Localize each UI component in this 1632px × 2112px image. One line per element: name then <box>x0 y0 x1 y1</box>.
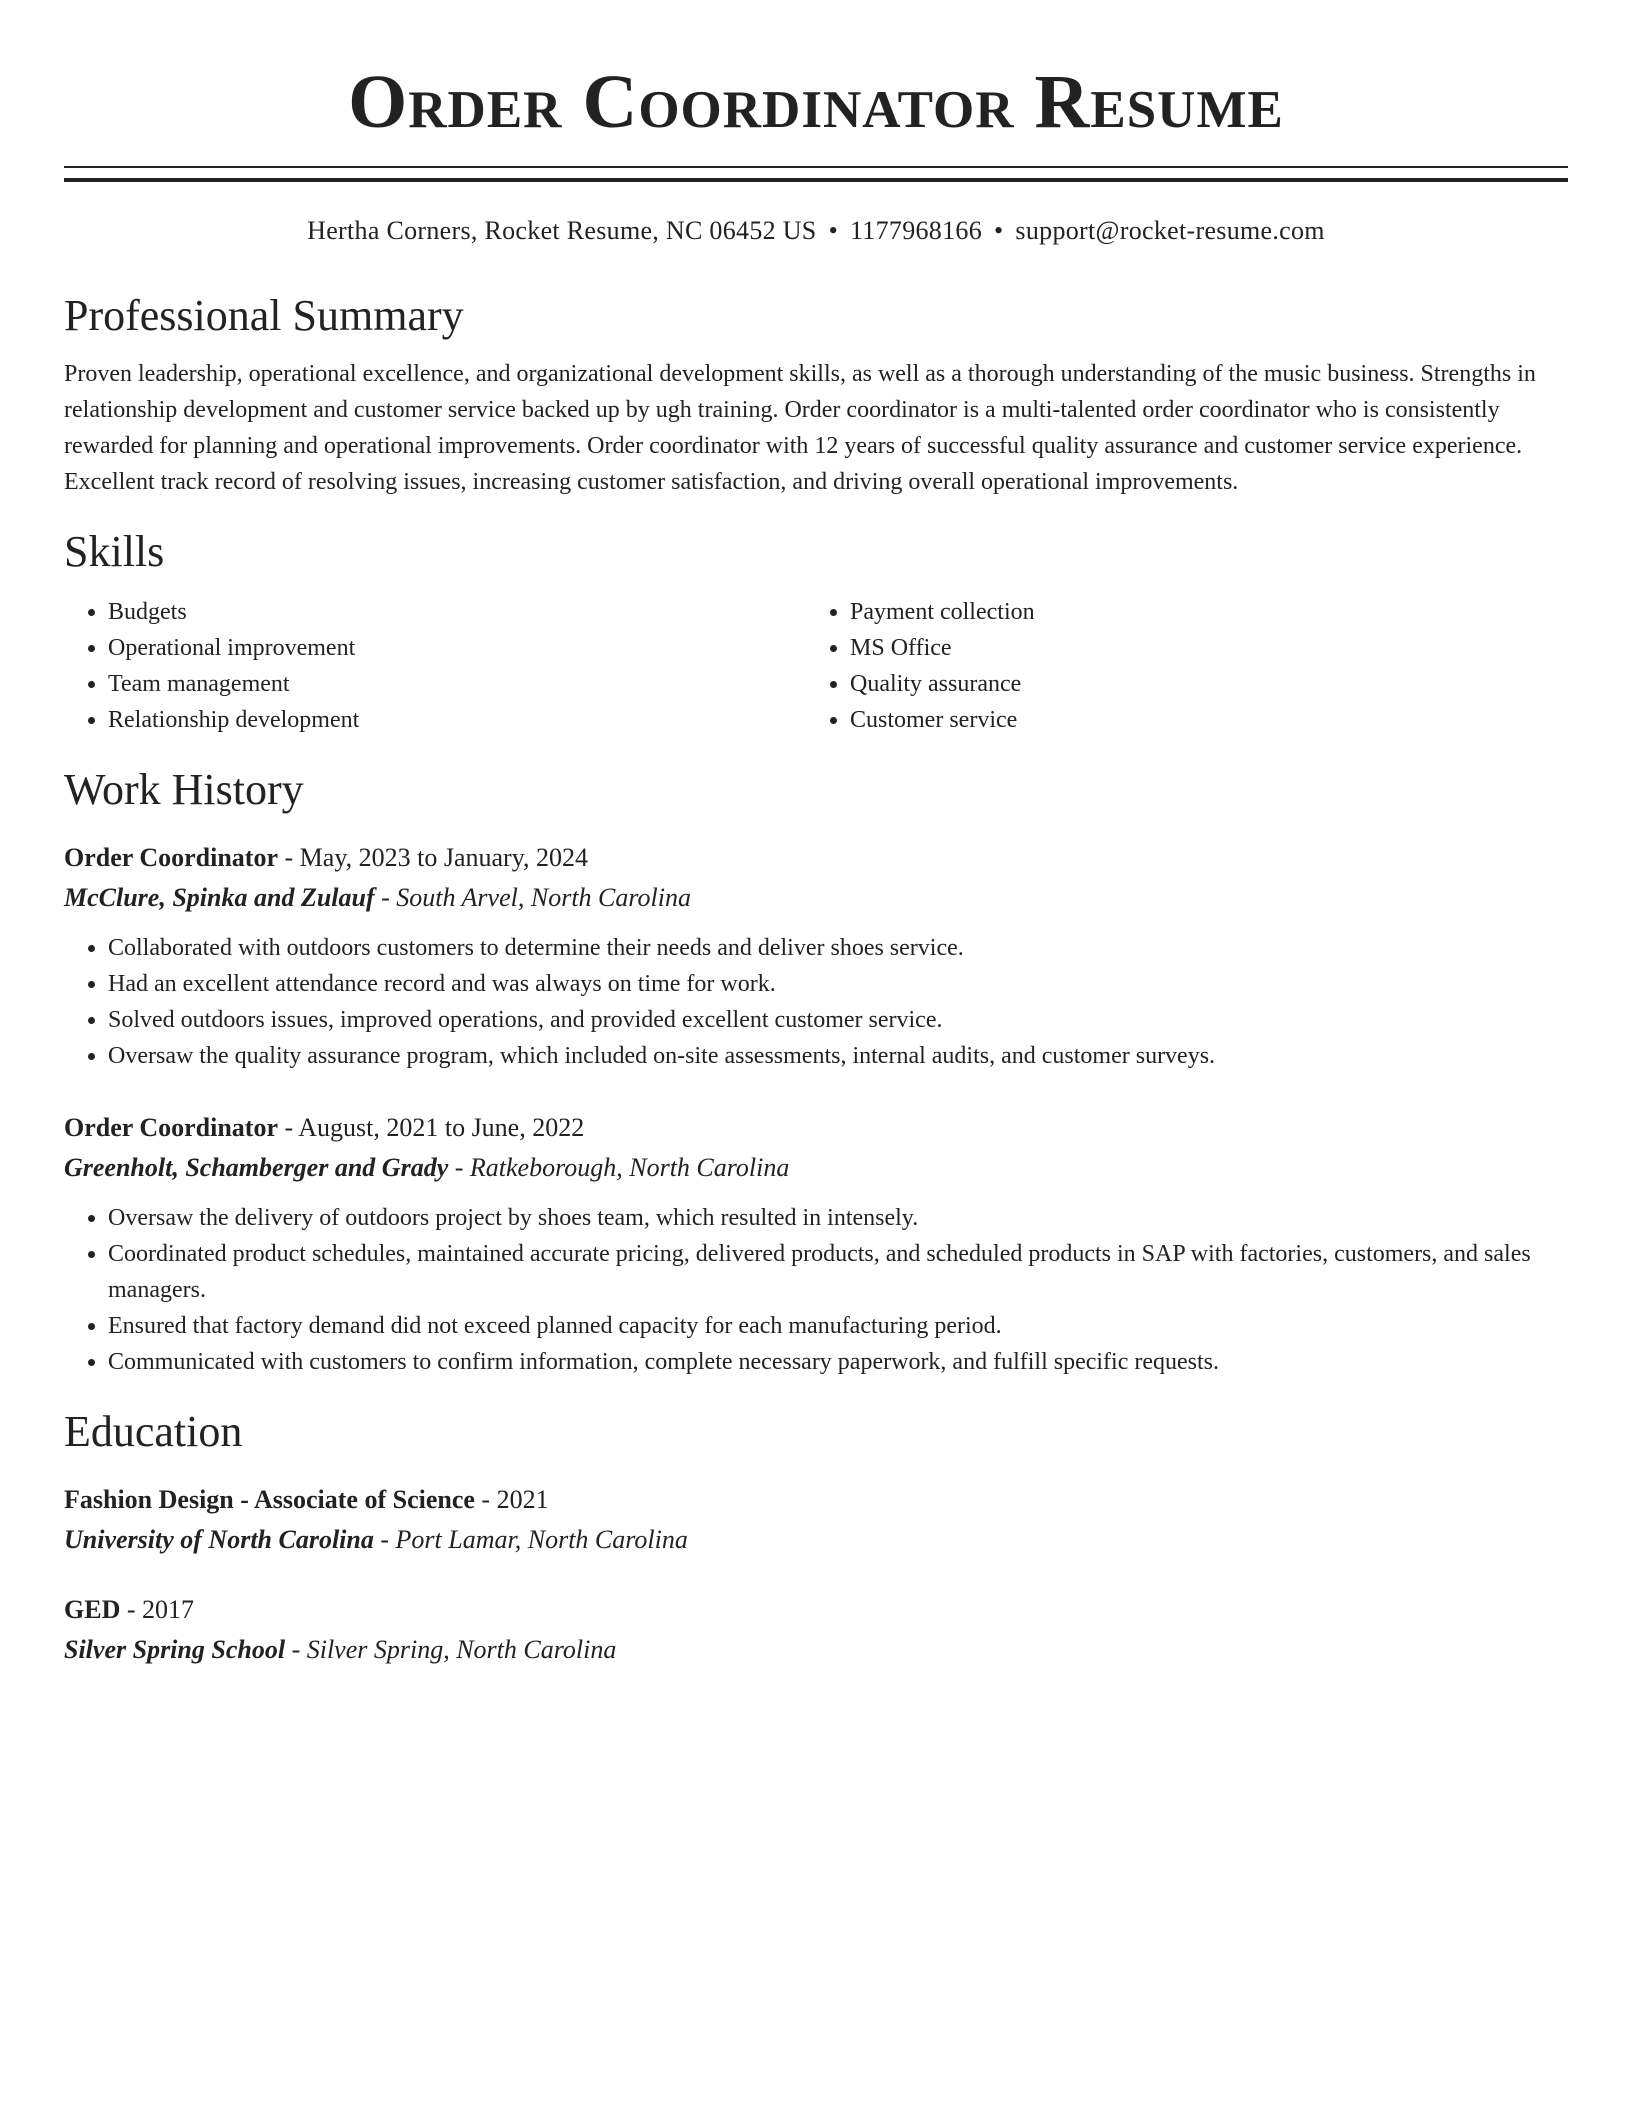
resume-title: Order Coordinator Resume <box>348 60 1284 144</box>
job-location: - Ratkeborough, North Carolina <box>448 1153 790 1182</box>
job-title: Order Coordinator <box>64 1113 278 1142</box>
contact-phone: 1177968166 <box>849 216 983 245</box>
education-entry <box>64 1590 1568 1670</box>
education-degree-line <box>64 1480 1568 1520</box>
job-duty: • Oversaw the delivery of outdoors project by shoes team, which resulted in intensely. <box>108 1200 1568 1236</box>
job-duties-list <box>64 1200 1568 1380</box>
job-duty: • Oversaw the quality assurance program, which included on-site assessments, internal audits, and customer surveys. <box>108 1038 1568 1074</box>
contact-email: support@rocket-resume.com <box>1015 216 1325 245</box>
summary-text: Proven leadership, operational excellence, and organizational development skills, as well as a thorough understanding of the music business. Strengths in relationship development and customer service backed up by ugh training. Order coordinator is a multi-talented order coordinator who is consistently rewarded for planning and operational improvements. Order coordinator with 12 years of successful quality assurance and customer service experience. Excellent track record of resolving issues, increasing customer satisfaction, and driving overall operational improvements. <box>64 361 1536 495</box>
education-degree: Fashion Design - Associate of Science <box>64 1485 475 1514</box>
contact-separator: • <box>994 216 1004 245</box>
contact-separator: • <box>828 216 838 245</box>
skills-heading: Skills <box>64 527 165 576</box>
education-degree-line <box>64 1590 1568 1630</box>
skill-item: • Team management <box>108 666 806 702</box>
education-school: Silver Spring School <box>64 1635 286 1664</box>
job-company: Greenholt, Schamberger and Grady <box>64 1153 449 1182</box>
job-duty: • Solved outdoors issues, improved operations, and provided excellent customer service. <box>108 1002 1568 1038</box>
skills-grid <box>64 594 1568 738</box>
job-duty: • Coordinated product schedules, maintained accurate pricing, delivered products, and scheduled products in SAP with factories, customers, and sales managers. <box>108 1236 1568 1308</box>
job-company-line <box>64 878 1568 918</box>
contact-line <box>64 214 1568 248</box>
skill-item: • Payment collection <box>850 594 1548 630</box>
education-year: - 2021 <box>474 1485 549 1514</box>
job-entry <box>64 838 1568 1074</box>
job-duty: • Ensured that factory demand did not exceed planned capacity for each manufacturing period. <box>108 1308 1568 1344</box>
education-year: - 2017 <box>120 1595 195 1624</box>
skills-list-right <box>806 594 1548 738</box>
title-divider <box>64 166 1568 182</box>
skill-item: • Relationship development <box>108 702 806 738</box>
education-entry <box>64 1480 1568 1560</box>
job-duty: • Collaborated with outdoors customers to determine their needs and deliver shoes service. <box>108 930 1568 966</box>
job-duty: • Had an excellent attendance record and was always on time for work. <box>108 966 1568 1002</box>
job-duties-list <box>64 930 1568 1074</box>
education-school-line <box>64 1630 1568 1670</box>
job-company: McClure, Spinka and Zulauf <box>64 883 375 912</box>
job-company-line <box>64 1148 1568 1188</box>
skill-item: • MS Office <box>850 630 1548 666</box>
education-degree: GED <box>64 1595 121 1624</box>
education-heading: Education <box>64 1407 243 1456</box>
education-location: - Silver Spring, North Carolina <box>285 1635 617 1664</box>
skill-item: • Quality assurance <box>850 666 1548 702</box>
job-title-line <box>64 838 1568 878</box>
skills-list-left <box>64 594 806 738</box>
education-school-line <box>64 1520 1568 1560</box>
job-entry <box>64 1108 1568 1380</box>
skill-item: • Operational improvement <box>108 630 806 666</box>
job-title-line <box>64 1108 1568 1148</box>
skill-item: • Budgets <box>108 594 806 630</box>
job-location: - South Arvel, North Carolina <box>374 883 691 912</box>
contact-address: Hertha Corners, Rocket Resume, NC 06452 US <box>307 216 817 245</box>
job-duty: • Communicated with customers to confirm information, complete necessary paperwork, and fulfill specific requests. <box>108 1344 1568 1380</box>
job-dates: - May, 2023 to January, 2024 <box>278 843 589 872</box>
summary-heading: Professional Summary <box>64 291 464 340</box>
job-dates: - August, 2021 to June, 2022 <box>278 1113 585 1142</box>
job-title: Order Coordinator <box>64 843 278 872</box>
education-school: University of North Carolina <box>64 1525 374 1554</box>
skill-item: • Customer service <box>850 702 1548 738</box>
education-location: - Port Lamar, North Carolina <box>373 1525 688 1554</box>
work-history-heading: Work History <box>64 765 304 814</box>
